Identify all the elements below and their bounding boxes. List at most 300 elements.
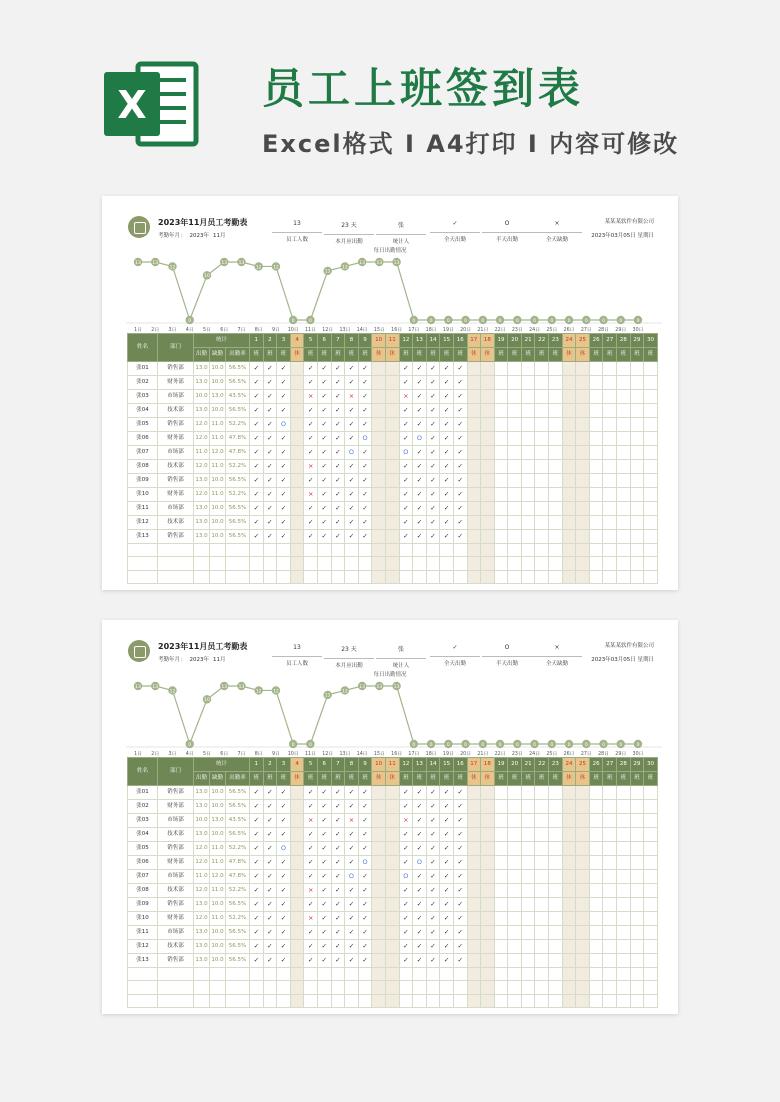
attendance-cell[interactable]: ✓ [277,870,291,884]
attendance-cell[interactable]: ✓ [345,940,359,954]
attendance-cell[interactable]: ✓ [440,376,454,390]
empty-cell[interactable] [226,981,250,994]
attendance-cell[interactable]: ✓ [453,488,467,502]
attendance-cell[interactable] [372,432,386,446]
empty-cell[interactable] [467,968,481,981]
attendance-cell[interactable] [481,940,495,954]
empty-cell[interactable] [413,968,427,981]
attendance-cell[interactable] [549,940,563,954]
attendance-cell[interactable] [494,940,508,954]
attendance-cell[interactable]: ✓ [304,828,318,842]
attendance-cell[interactable] [494,432,508,446]
attendance-cell[interactable]: ✓ [440,884,454,898]
attendance-cell[interactable]: ✓ [250,912,264,926]
employee-name[interactable]: 张04 [128,404,158,418]
attendance-cell[interactable] [644,516,658,530]
empty-cell[interactable] [226,968,250,981]
empty-cell[interactable] [644,968,658,981]
attendance-cell[interactable]: ✓ [317,786,331,800]
attendance-cell[interactable] [644,828,658,842]
attendance-cell[interactable]: O [413,856,427,870]
empty-cell[interactable] [372,570,386,583]
attendance-cell[interactable] [603,856,617,870]
empty-cell[interactable] [644,981,658,994]
attendance-cell[interactable]: ✓ [345,502,359,516]
attendance-cell[interactable] [617,488,631,502]
attendance-cell[interactable] [535,800,549,814]
attendance-cell[interactable] [521,842,535,856]
attendance-cell[interactable]: ✓ [331,800,345,814]
empty-cell[interactable] [277,570,291,583]
attendance-cell[interactable]: ✓ [250,954,264,968]
empty-cell[interactable] [562,557,576,570]
empty-cell[interactable] [358,557,372,570]
attendance-cell[interactable]: ✓ [413,842,427,856]
empty-cell[interactable] [589,544,603,557]
attendance-cell[interactable]: ✓ [345,516,359,530]
attendance-cell[interactable] [562,446,576,460]
attendance-cell[interactable] [617,418,631,432]
attendance-cell[interactable]: ✓ [426,786,440,800]
attendance-cell[interactable] [385,446,399,460]
empty-cell[interactable] [453,544,467,557]
attendance-cell[interactable]: ✓ [426,800,440,814]
attendance-cell[interactable] [630,856,644,870]
attendance-cell[interactable] [589,362,603,376]
attendance-cell[interactable] [290,530,304,544]
attendance-cell[interactable] [549,898,563,912]
attendance-cell[interactable] [630,870,644,884]
attendance-cell[interactable] [521,446,535,460]
attendance-cell[interactable] [535,842,549,856]
attendance-cell[interactable] [494,474,508,488]
attendance-cell[interactable]: ✓ [304,940,318,954]
attendance-cell[interactable]: ✓ [413,940,427,954]
attendance-cell[interactable] [535,516,549,530]
attendance-cell[interactable]: ✓ [250,460,264,474]
employee-dept[interactable]: 财务部 [158,432,194,446]
attendance-cell[interactable] [385,502,399,516]
attendance-cell[interactable] [603,786,617,800]
attendance-cell[interactable]: ✓ [250,488,264,502]
attendance-cell[interactable]: ✓ [426,530,440,544]
empty-cell[interactable] [617,557,631,570]
attendance-cell[interactable]: ✓ [331,502,345,516]
attendance-cell[interactable] [549,362,563,376]
attendance-cell[interactable]: O [399,870,413,884]
empty-cell[interactable] [413,570,427,583]
attendance-cell[interactable] [603,362,617,376]
attendance-cell[interactable] [372,954,386,968]
attendance-cell[interactable] [372,404,386,418]
attendance-cell[interactable]: ✓ [426,884,440,898]
attendance-cell[interactable] [576,446,590,460]
attendance-cell[interactable]: ✓ [263,418,277,432]
attendance-cell[interactable]: ✓ [399,418,413,432]
empty-cell[interactable] [413,544,427,557]
attendance-cell[interactable] [481,828,495,842]
attendance-cell[interactable]: ✓ [345,898,359,912]
employee-dept[interactable]: 销售部 [158,474,194,488]
empty-cell[interactable] [440,981,454,994]
attendance-cell[interactable] [385,460,399,474]
employee-name[interactable]: 张08 [128,460,158,474]
attendance-cell[interactable] [521,940,535,954]
empty-cell[interactable] [128,544,158,557]
attendance-cell[interactable] [481,432,495,446]
attendance-cell[interactable]: ✓ [440,940,454,954]
attendance-cell[interactable]: ✓ [250,432,264,446]
employee-name[interactable]: 张11 [128,502,158,516]
attendance-cell[interactable]: ✓ [399,884,413,898]
attendance-cell[interactable] [467,842,481,856]
attendance-cell[interactable] [467,460,481,474]
attendance-cell[interactable] [385,884,399,898]
attendance-cell[interactable] [372,390,386,404]
empty-cell[interactable] [210,570,226,583]
attendance-cell[interactable]: ✓ [453,516,467,530]
empty-cell[interactable] [317,981,331,994]
empty-cell[interactable] [549,968,563,981]
attendance-cell[interactable]: ✓ [345,954,359,968]
attendance-cell[interactable] [589,898,603,912]
attendance-cell[interactable] [521,926,535,940]
attendance-cell[interactable] [508,814,522,828]
attendance-cell[interactable] [290,954,304,968]
attendance-cell[interactable] [549,856,563,870]
attendance-cell[interactable] [617,800,631,814]
attendance-cell[interactable] [290,898,304,912]
attendance-cell[interactable]: ✓ [453,460,467,474]
attendance-cell[interactable] [467,940,481,954]
attendance-cell[interactable] [467,856,481,870]
empty-cell[interactable] [358,981,372,994]
attendance-cell[interactable] [290,460,304,474]
attendance-cell[interactable]: ✓ [440,474,454,488]
attendance-cell[interactable]: ✓ [304,404,318,418]
attendance-cell[interactable]: ✓ [453,898,467,912]
empty-cell[interactable] [481,557,495,570]
attendance-cell[interactable]: ✓ [277,516,291,530]
attendance-cell[interactable]: ✓ [317,488,331,502]
attendance-cell[interactable] [372,786,386,800]
attendance-cell[interactable]: ✓ [453,954,467,968]
empty-cell[interactable] [158,968,194,981]
attendance-cell[interactable]: ✓ [399,828,413,842]
attendance-cell[interactable]: ✓ [440,870,454,884]
attendance-cell[interactable] [372,814,386,828]
attendance-cell[interactable] [508,870,522,884]
attendance-cell[interactable] [589,954,603,968]
empty-cell[interactable] [399,968,413,981]
attendance-cell[interactable] [494,842,508,856]
attendance-cell[interactable] [630,488,644,502]
attendance-cell[interactable]: ✓ [317,912,331,926]
attendance-cell[interactable] [290,828,304,842]
empty-cell[interactable] [345,557,359,570]
attendance-cell[interactable]: × [345,390,359,404]
attendance-cell[interactable]: O [413,432,427,446]
attendance-cell[interactable]: ✓ [263,474,277,488]
attendance-cell[interactable] [630,912,644,926]
attendance-cell[interactable]: ✓ [413,800,427,814]
attendance-cell[interactable] [481,418,495,432]
empty-cell[interactable] [589,994,603,1007]
attendance-cell[interactable]: ✓ [440,516,454,530]
attendance-cell[interactable] [549,432,563,446]
empty-cell[interactable] [345,994,359,1007]
attendance-cell[interactable]: ✓ [358,800,372,814]
empty-cell[interactable] [576,544,590,557]
empty-cell[interactable] [535,570,549,583]
attendance-cell[interactable] [481,954,495,968]
attendance-cell[interactable] [467,814,481,828]
attendance-cell[interactable] [372,474,386,488]
attendance-cell[interactable]: × [304,488,318,502]
attendance-cell[interactable] [576,814,590,828]
attendance-cell[interactable] [617,954,631,968]
attendance-cell[interactable] [576,940,590,954]
attendance-cell[interactable] [290,502,304,516]
attendance-cell[interactable] [562,884,576,898]
attendance-cell[interactable] [508,940,522,954]
empty-cell[interactable] [331,557,345,570]
attendance-cell[interactable] [603,376,617,390]
attendance-cell[interactable]: ✓ [453,884,467,898]
attendance-cell[interactable] [481,446,495,460]
empty-cell[interactable] [250,981,264,994]
attendance-cell[interactable] [385,898,399,912]
attendance-cell[interactable] [644,786,658,800]
attendance-cell[interactable] [644,446,658,460]
attendance-cell[interactable]: ✓ [426,418,440,432]
employee-dept[interactable]: 技术部 [158,516,194,530]
employee-name[interactable]: 张12 [128,516,158,530]
empty-cell[interactable] [630,570,644,583]
attendance-cell[interactable]: ✓ [413,884,427,898]
attendance-cell[interactable] [508,446,522,460]
attendance-cell[interactable] [603,488,617,502]
attendance-cell[interactable]: ✓ [304,856,318,870]
attendance-cell[interactable]: ✓ [358,516,372,530]
attendance-cell[interactable]: ✓ [358,954,372,968]
attendance-cell[interactable] [562,842,576,856]
attendance-cell[interactable]: ✓ [331,842,345,856]
empty-cell[interactable] [345,968,359,981]
attendance-cell[interactable]: ✓ [250,530,264,544]
attendance-cell[interactable] [630,474,644,488]
attendance-cell[interactable] [589,814,603,828]
attendance-cell[interactable]: × [304,912,318,926]
attendance-cell[interactable]: ✓ [399,912,413,926]
attendance-cell[interactable] [290,912,304,926]
attendance-cell[interactable] [617,786,631,800]
attendance-cell[interactable]: ✓ [317,418,331,432]
empty-cell[interactable] [317,557,331,570]
empty-cell[interactable] [277,557,291,570]
attendance-cell[interactable] [535,530,549,544]
attendance-cell[interactable] [467,502,481,516]
attendance-cell[interactable] [372,530,386,544]
attendance-cell[interactable]: ✓ [413,460,427,474]
attendance-cell[interactable] [508,516,522,530]
attendance-cell[interactable]: ✓ [317,954,331,968]
attendance-cell[interactable]: ✓ [426,926,440,940]
attendance-cell[interactable] [467,474,481,488]
empty-cell[interactable] [467,570,481,583]
attendance-cell[interactable] [603,954,617,968]
empty-cell[interactable] [576,570,590,583]
attendance-cell[interactable] [494,884,508,898]
attendance-cell[interactable] [508,786,522,800]
empty-cell[interactable] [494,968,508,981]
attendance-cell[interactable] [521,800,535,814]
empty-cell[interactable] [535,994,549,1007]
attendance-cell[interactable] [549,786,563,800]
attendance-cell[interactable]: ✓ [263,502,277,516]
attendance-cell[interactable]: ✓ [277,856,291,870]
attendance-cell[interactable] [589,516,603,530]
attendance-cell[interactable] [535,940,549,954]
attendance-cell[interactable] [385,488,399,502]
attendance-cell[interactable]: ✓ [453,362,467,376]
attendance-cell[interactable]: ✓ [250,362,264,376]
empty-cell[interactable] [372,968,386,981]
attendance-cell[interactable] [644,460,658,474]
employee-dept[interactable]: 销售部 [158,842,194,856]
attendance-cell[interactable] [576,954,590,968]
attendance-cell[interactable] [290,926,304,940]
attendance-cell[interactable] [508,418,522,432]
attendance-cell[interactable] [290,362,304,376]
attendance-cell[interactable]: ✓ [317,390,331,404]
attendance-cell[interactable]: ✓ [440,786,454,800]
empty-cell[interactable] [385,968,399,981]
attendance-cell[interactable]: ✓ [440,842,454,856]
period-year[interactable]: 2023年 [189,657,210,663]
attendance-cell[interactable] [603,898,617,912]
attendance-cell[interactable] [603,800,617,814]
attendance-cell[interactable] [494,362,508,376]
attendance-cell[interactable] [630,404,644,418]
attendance-cell[interactable]: ✓ [277,460,291,474]
attendance-cell[interactable] [521,898,535,912]
attendance-cell[interactable] [535,418,549,432]
attendance-cell[interactable] [576,926,590,940]
attendance-cell[interactable]: ✓ [331,460,345,474]
attendance-cell[interactable] [549,390,563,404]
attendance-cell[interactable]: ✓ [440,912,454,926]
attendance-cell[interactable] [494,502,508,516]
empty-cell[interactable] [304,968,318,981]
attendance-cell[interactable]: ✓ [331,926,345,940]
attendance-cell[interactable] [481,856,495,870]
attendance-cell[interactable] [644,814,658,828]
attendance-cell[interactable]: × [399,390,413,404]
attendance-cell[interactable]: ✓ [317,362,331,376]
attendance-cell[interactable] [508,474,522,488]
attendance-cell[interactable]: ✓ [331,390,345,404]
attendance-cell[interactable]: ✓ [345,404,359,418]
attendance-cell[interactable]: ✓ [317,856,331,870]
attendance-cell[interactable] [290,870,304,884]
attendance-cell[interactable] [644,926,658,940]
attendance-cell[interactable]: O [358,856,372,870]
attendance-cell[interactable]: ✓ [277,488,291,502]
empty-cell[interactable] [290,544,304,557]
attendance-cell[interactable]: ✓ [277,376,291,390]
attendance-cell[interactable] [481,926,495,940]
empty-cell[interactable] [250,994,264,1007]
empty-cell[interactable] [277,544,291,557]
attendance-cell[interactable]: ✓ [263,446,277,460]
attendance-cell[interactable]: ✓ [317,926,331,940]
attendance-cell[interactable] [494,912,508,926]
empty-cell[interactable] [467,994,481,1007]
attendance-cell[interactable]: ✓ [331,856,345,870]
empty-cell[interactable] [263,544,277,557]
attendance-cell[interactable] [630,432,644,446]
employee-dept[interactable]: 市场部 [158,870,194,884]
empty-cell[interactable] [210,544,226,557]
attendance-cell[interactable]: ✓ [317,530,331,544]
empty-cell[interactable] [385,557,399,570]
attendance-cell[interactable] [617,362,631,376]
attendance-cell[interactable]: ✓ [399,460,413,474]
attendance-cell[interactable] [467,954,481,968]
employee-name[interactable]: 张05 [128,418,158,432]
attendance-cell[interactable] [562,418,576,432]
empty-cell[interactable] [603,994,617,1007]
empty-cell[interactable] [549,544,563,557]
attendance-cell[interactable] [562,460,576,474]
attendance-cell[interactable]: ✓ [345,362,359,376]
attendance-cell[interactable]: ✓ [426,912,440,926]
empty-cell[interactable] [158,570,194,583]
attendance-cell[interactable]: ✓ [440,856,454,870]
attendance-cell[interactable]: ✓ [399,362,413,376]
attendance-cell[interactable]: ✓ [358,786,372,800]
attendance-cell[interactable]: ✓ [358,926,372,940]
attendance-cell[interactable] [630,814,644,828]
attendance-cell[interactable] [603,814,617,828]
attendance-cell[interactable]: ✓ [250,814,264,828]
employee-name[interactable]: 张13 [128,954,158,968]
empty-cell[interactable] [385,981,399,994]
attendance-cell[interactable]: ✓ [263,488,277,502]
attendance-cell[interactable]: ✓ [277,926,291,940]
empty-cell[interactable] [226,570,250,583]
employee-dept[interactable]: 财务部 [158,800,194,814]
empty-cell[interactable] [158,544,194,557]
attendance-cell[interactable] [481,488,495,502]
empty-cell[interactable] [644,570,658,583]
attendance-cell[interactable] [481,884,495,898]
empty-cell[interactable] [603,544,617,557]
employee-name[interactable]: 张03 [128,390,158,404]
attendance-cell[interactable]: ✓ [263,954,277,968]
empty-cell[interactable] [304,570,318,583]
attendance-cell[interactable]: O [358,432,372,446]
employee-name[interactable]: 张03 [128,814,158,828]
attendance-cell[interactable] [521,786,535,800]
attendance-cell[interactable]: ✓ [453,502,467,516]
attendance-cell[interactable] [385,842,399,856]
attendance-cell[interactable] [494,418,508,432]
attendance-cell[interactable]: ✓ [277,912,291,926]
attendance-cell[interactable] [630,800,644,814]
attendance-cell[interactable]: ✓ [331,940,345,954]
